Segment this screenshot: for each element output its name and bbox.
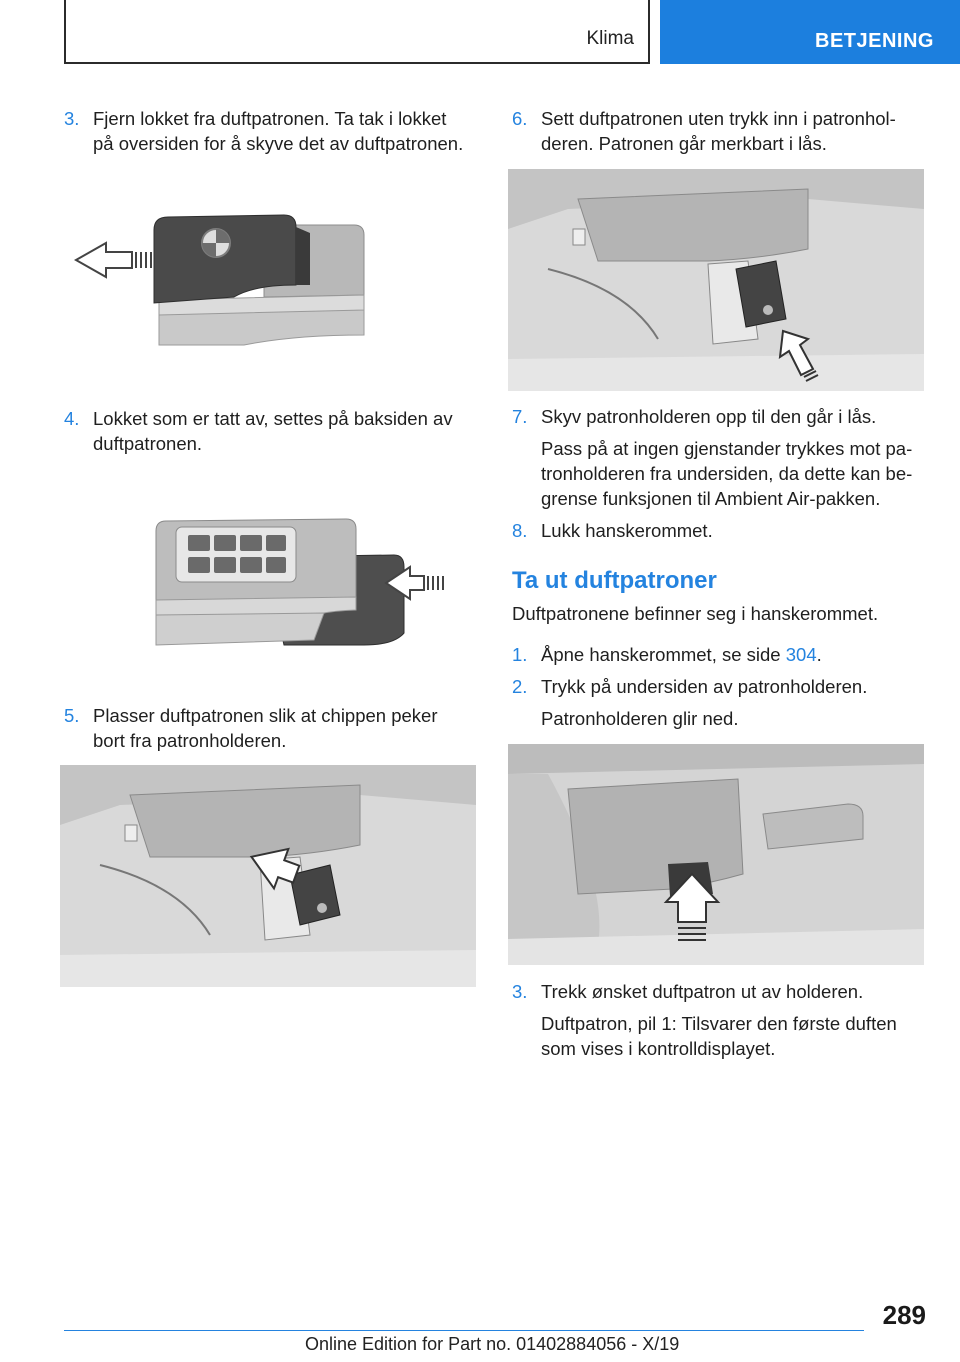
removal-step-3 [512, 979, 932, 1061]
section-heading: Ta ut duftpatroner [512, 567, 717, 594]
step-text-line: Lukk hanskerommet. [541, 520, 713, 541]
step-note-line: grense funksjonen til Ambient Air-pakken. [541, 488, 881, 509]
step-note-line: tronholderen fra undersiden, da dette kan be‐ [541, 463, 913, 484]
figure-holder-slide-down [508, 744, 924, 965]
step-text-line: duftpatronen. [93, 433, 203, 454]
removal-step-2 [512, 674, 932, 731]
step-7-push-holder [512, 404, 932, 511]
removal-step-1 [512, 642, 932, 667]
step-text-line: Trykk på undersiden av patronholderen. [541, 676, 868, 697]
header-chapter-tab: BETJENING [660, 0, 960, 64]
step-number: 8. [512, 520, 528, 541]
step-number: 2. [512, 676, 528, 697]
figure-cartridge-lid-removal [64, 185, 474, 375]
step-number: 7. [512, 406, 528, 427]
step-number: 5. [64, 705, 80, 726]
step-text-line: Åpne hanskerommet, se side 304. [541, 644, 822, 665]
step-number: 3. [512, 981, 528, 1002]
step-note-line: Pass på at ingen gjenstander trykkes mot pa‐ [541, 438, 913, 459]
step-number: 3. [64, 108, 80, 129]
step-text-line: Lokket som er tatt av, settes på baksiden av [93, 408, 453, 429]
step-text-line: Skyv patronholderen opp til den går i lås. [541, 406, 877, 427]
header-section-title: Klima [586, 28, 634, 49]
step-text-line: Trekk ønsket duftpatron ut av holderen. [541, 981, 864, 1002]
step-note-line: Duftpatron, pil 1: Tilsvarer den første duften [541, 1013, 897, 1034]
page-number: 289 [882, 1300, 926, 1330]
step-number: 4. [64, 408, 80, 429]
step-8-close-glovebox [512, 518, 932, 543]
step-4-attach-lid [64, 406, 484, 456]
footer-edition: Online Edition for Part no. 01402884056 - X/19 [305, 1334, 680, 1354]
header-section-box [64, 0, 650, 64]
page-link-304[interactable]: 304 [785, 644, 817, 665]
step-text-line: på oversiden for å skyve det av duftpatronen. [93, 133, 464, 154]
step-number: 1. [512, 644, 528, 665]
step-text-line: Plasser duftpatronen slik at chippen peker [93, 705, 438, 726]
step-note-line: Patronholderen glir ned. [541, 708, 739, 729]
step-text-line: bort fra patronholderen. [93, 730, 287, 751]
step-3-remove-lid [64, 106, 484, 156]
step-text-line: Fjern lokket fra duftpatronen. Ta tak i lokket [93, 108, 447, 129]
step-text-line: Sett duftpatronen uten trykk inn i patronhol‐ [541, 108, 896, 129]
footer-divider [64, 1330, 864, 1331]
figure-lid-on-back [64, 505, 474, 655]
figure-cartridge-holder-insert [60, 765, 476, 987]
section-intro: Duftpatronene befinner seg i hanskerommet. [512, 603, 879, 624]
step-text-line: deren. Patronen går merkbart i lås. [541, 133, 827, 154]
step-note-line: som vises i kontrolldisplayet. [541, 1038, 776, 1059]
step-6-insert-cartridge [512, 106, 932, 156]
step-number: 6. [512, 108, 528, 129]
step-5-position-cartridge [64, 703, 484, 753]
figure-cartridge-lock [508, 169, 924, 391]
